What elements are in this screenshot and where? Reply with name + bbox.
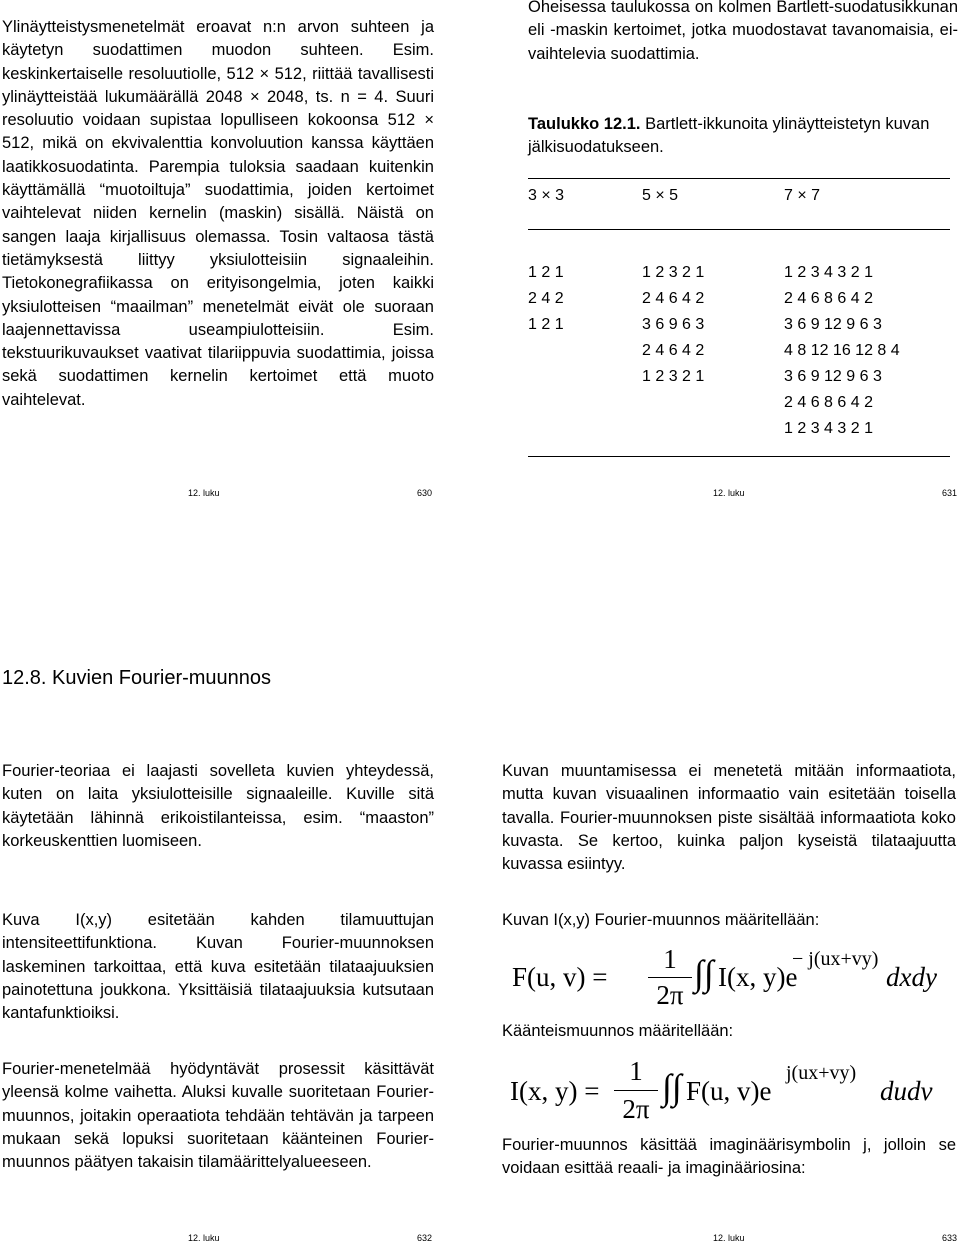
footer-page-number: 633 [942,1233,958,1243]
table-row [528,286,950,312]
cell-5x5: 1 2 3 2 1 [642,368,705,385]
body-paragraph: Kuva I(x,y) esitetään kahden tilamuuttujan intensiteettifunktiona. Kuvan Fourier-muunnoksen laskeminen tarkoittaa, että kuva esitetään tilataajuuksien painotettuna joukkona. Yksittäisiä tilataajuuksia kutsutaan kantafunktioiksi. [2,911,434,1023]
integral-sign: ∫∫ [694,953,714,993]
table-caption [528,113,958,160]
footer-chapter: 12. luku [188,488,220,498]
table-row [528,312,950,338]
integral-sign: ∫∫ [662,1067,682,1107]
body-paragraph: Fourier-menetelmää hyödyntävät prosessit käsittävät yleensä kolme vaihetta. Aluksi kuvalle suoritetaan Fourier-muunnos, joitakin operaatiota tehdään tehtävän ja tarpeen mukaan sekä lopuksi suoritetaan käänteinen Fourier-muunnos päätyen takaisin tilamäärittelyalueeseen. [2,1060,434,1172]
formula-lhs: I(x, y) = [510,1076,600,1106]
footer-page-number: 630 [417,488,433,498]
cell-3x3: 2 4 2 [528,290,564,307]
fraction-bar [614,1090,658,1091]
cell-7x7: 1 2 3 4 3 2 1 [784,420,873,437]
table-row [528,364,950,390]
formula-numerator: 1 [629,1056,643,1086]
table-header-row [528,183,950,209]
cell-5x5: 2 4 6 4 2 [642,290,705,307]
cell-5x5: 3 6 9 6 3 [642,316,705,333]
table-top-rule [528,178,950,179]
bartlett-table [528,178,950,457]
formula-exponent: − j(ux+vy) [792,948,879,970]
header-7x7: 7 × 7 [784,187,821,204]
footer-chapter: 12. luku [713,1233,745,1243]
body-paragraph: Fourier-teoriaa ei laajasti sovelleta kuvien yhteydessä, kuten on laita yksiulotteisille signaaleille. Kuville sitä käytetään lähinnä erikoistilanteissa, esim. “maaston” korkeuskenttien luomiseen. [2,762,434,850]
footer-chapter: 12. luku [188,1233,220,1243]
header-3x3: 3 × 3 [528,187,565,204]
body-paragraph: Ylinäytteistysmenetelmät eroavat n:n arvon suhteen ja käytetyn suodattimen muodon suhteen. Esim. keskinkertaiselle resoluutiolle, 512 × 512, riittää tavallisesti ylinäytteistää lukumäärällä 2048 × 2048, ts. n = 4. Suuri resoluutio voidaan supistaa lopulliseen kokoonsa 512 × 512, mikä on ekvivalenttia konvoluution kanssa käyttäen laatikkosuodatinta. Parempia tuloksia saadaan kuitenkin käyttämällä “muotoiltuja” suodattimia, joiden kertoimet vaihtelevat niiden kernelin (maskin) sisällä. Näistä on sangen laaja kirjallisuus olemassa. Tosin valtaosa tästä tietämyksestä liittyy yksiulotteisiin signaaleihin. Tietokonegrafiikassa on erityisongelmia, joten kaikki yksiulotteisen “maailman” menetelmät eivät ole suoraan laajennettavissa useampiulotteisiin. Esim. tekstuurikuvaukset vaativat tilariippuvia suodattimia, joissa sekä suodattimen kernelin kertoimet että muoto vaihtelevat. [2,18,434,409]
footer-page-number: 632 [417,1233,433,1243]
cell-7x7: 3 6 9 12 9 6 3 [784,368,882,385]
cell-5x5: 2 4 6 4 2 [642,342,705,359]
cell-3x3: 1 2 1 [528,316,564,333]
section-heading: 12.8. Kuvien Fourier-muunnos [2,667,272,689]
cell-5x5: 1 2 3 2 1 [642,264,705,281]
footer-page-number: 631 [942,488,958,498]
fraction-bar [648,977,692,978]
formula-numerator: 1 [663,944,677,974]
table-intro-paragraph: Oheisessa taulukossa on kolmen Bartlett-suodatusikkunan eli -maskin kertoimet, jotka muodostavat tavanomaisia, ei-vaihtelevia suodattimia. [528,0,958,63]
header-5x5: 5 × 5 [642,187,679,204]
table-caption-label: Taulukko 12.1. [528,115,641,133]
formula-denominator: 2π [622,1094,650,1124]
table-bottom-rule [528,456,950,457]
formula-integrand: I(x, y)e [718,962,798,992]
table-row [528,338,950,364]
cell-7x7: 2 4 6 8 6 4 2 [784,290,873,307]
body-paragraph: Fourier-muunnos käsittää imaginäärisymbolin j, jolloin se voidaan esittää reaali- ja imaginääriosina: [502,1136,956,1178]
table-row [528,260,950,286]
formula-integrand: F(u, v)e [686,1076,772,1106]
table-caption-text: Bartlett-ikkunoita ylinäytteistetyn kuvan jälkisuodatukseen. [528,115,930,157]
cell-7x7: 2 4 6 8 6 4 2 [784,394,873,411]
table-row [528,390,950,416]
inverse-definition-text: Käänteismuunnos määritellään: [502,1022,734,1040]
formula-differential: dudv [880,1076,933,1106]
cell-7x7: 3 6 9 12 9 6 3 [784,316,882,333]
formula-differential: dxdy [886,962,937,992]
cell-3x3: 1 2 1 [528,264,564,281]
forward-definition-text: Kuvan I(x,y) Fourier-muunnos määritellään: [502,911,820,929]
cell-7x7: 4 8 12 16 12 8 4 [784,342,900,359]
body-paragraph: Kuvan muuntamisessa ei menetetä mitään informaatiota, mutta kuvan visuaalinen informaatio vain esitetään toisella tavalla. Fourier-muunnoksen piste sisältää informaatiota koko kuvasta. Se kertoo, kuinka paljon kyseistä tilataajuutta kuvassa esiintyy. [502,762,956,874]
cell-7x7: 1 2 3 4 3 2 1 [784,264,873,281]
formula-denominator: 2π [656,980,684,1010]
footer-chapter: 12. luku [713,488,745,498]
table-row [528,416,950,442]
formula-lhs: F(u, v) = [512,962,608,992]
formula-exponent: j(ux+vy) [786,1062,857,1084]
